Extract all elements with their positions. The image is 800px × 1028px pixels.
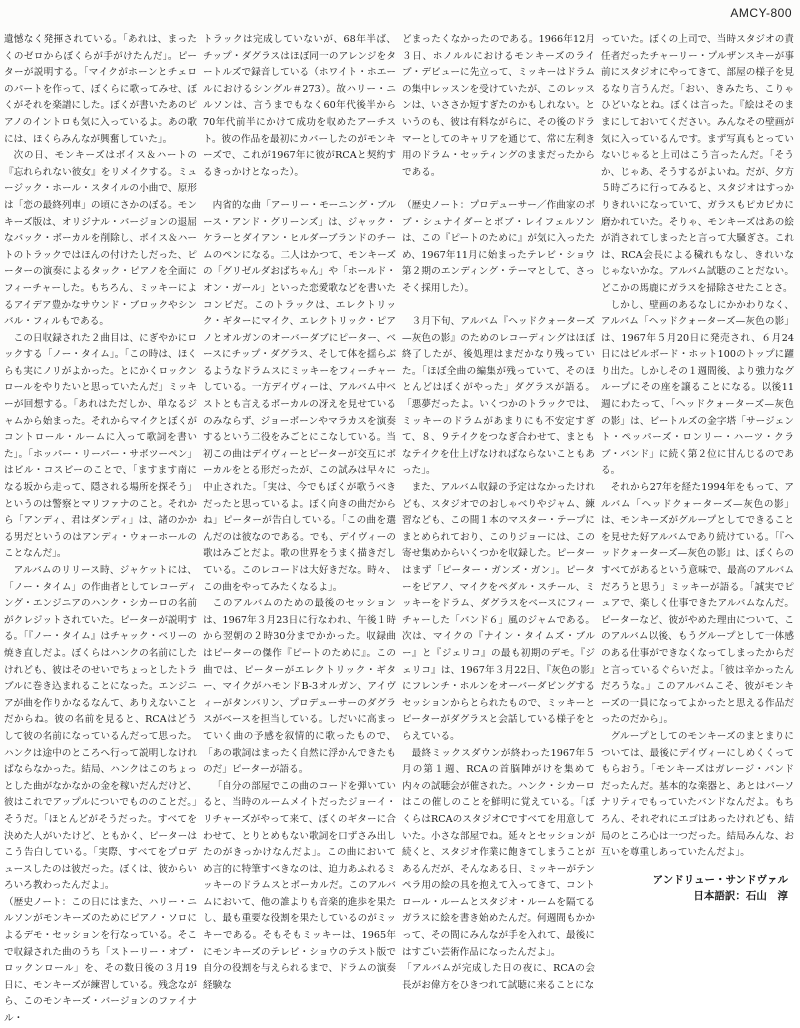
paragraph: ３月下旬、アルバム『ヘッドクォーターズ—灰色の影』のためのレコーディングはほぼ終了したが、後処理はまだかなり残っていた。「ほぼ全曲の編集が残っていて、そのほとんどはぼくがやった」ダグラスが語る。「悪夢だったよ。いくつかのトラックでは、ミッキーのドラムがあまりにも不安定すぎて、８、９テイクをつなぎ合わせて、まともなテイクを仕上げなければならないこともあった」。 [402,316,595,477]
paragraph: また、アルバム収録の予定はなかったけれども、スタジオでのおしゃべりやジャム、練習なども、この間１本のマスター・テープにまとめられており、このりジョーには、この寄せ集めからいくつかを収録した。ピーターはまず「ピーター・ガンズ・ガン」。ピーターをピアノ、マイクをペダル・スチール、ミッキーをドラム、ダグラスをベースにフィーチャーした「バンド６」風のジャムである。次は、マイクの『ナイン・タイムズ・ブルー』と『ジェリコ』の最も初期のデモ。『ジェリコ』は、1967年３月22日、『灰色の影』にフレンチ・ホルンをオーバーダビングするセッションからとられたもので、ミッキーとピーターがダグラスと会話している様子をとらえている。 [402,482,595,742]
text-columns [4,32,794,1025]
paragraph: 最終ミックスダウンが終わった1967年５月の第１週、RCAの首脳陣がけを集めて内々の試聴会が催された。ハンク・シカーロはこの催しのことを鮮明に覚えている。「ぼくらはRCAのスタジオCですべてを用意していた。小さな部屋でね。延々とセッションが続くと、スタジオ作業に飽きてしまうことがあるんだが、そんなある日、ミッキーがテンペラ用の絵の具を抱えて入ってきて、コントロール・ルームとスタジオ・ルームを隔てるガラスに絵を書き始めたんだ。何週間もかかって、その間にみんなが手を入れて、最後にはすごい芸術作品になったんだよ」。 [402,747,595,958]
paragraph: 次の日、モンキーズはボイス＆ハートの『忘れられない彼女』をリメイクする。ミュージック・ホール・スタイルの小曲で、原形は「恋の最終列車」の頃にさかのぼる。モンキーズ版は、オリジナル・バージョンの退屈なバック・ボーカルを削除し、ボイス＆ハートのトラックではほんの付けたしだった、ピーターの演奏によるタック・ピアノを全面にフィーチャーした。もちろん、ミッキーによるアイデア豊かなサウンド・ブロックやシンバル・フィルもである。 [4,150,197,328]
credits-signature [601,872,794,904]
paragraph: （歴史ノート：プロデューサー／作曲家のボブ・シュナイダーとボブ・レイフェルソンは、この『ピートのために』が気に入ったため、1967年11月に始まったテレビ・ショウ第２期のエンディング・テーマとして、さっそく採用した）。 [402,199,595,294]
paragraph: この日収録された２曲目は、にぎやかにロックする「ノー・タイム」。「この時は、ほくらも実にノリがよかった。とにかくロックンロールをやりたいと思っていたんだ」ミッキーが回想する。「あれはただしか、単なるジャムから始まった。それからマイクとぼくがコントロール・ルームに入って歌詞を書いた」。「ホッパー・リーパー・サボツーペン」はビル・コスビーのことで、「ますます南になる坂から走って、隠される場所を探そう」というのは警察とマリファナのこと。それから「アンディ、君はダンディ」は、諸のかかる男だというのはアンディ・ウォーホールのことなんだ」。 [4,332,197,560]
paragraph [203,181,396,198]
paragraph: 「アルバムが完成した日の夜に、RCAの会長がお偉方をひきつれて試聴に来ることにな [402,963,595,991]
paragraph: それから27年を経た1994年をもって、アルバム「ヘッドクォーターズ—灰色の影」は、モンキーズがグループとしてできることを見せた好アルバムであり続けている。「『ヘッドクォーターズ—灰色の影』は、ぼくらのすべてがあるという意味で、最高のアルバムだろうと思う」ミッキーが語る。「誠実でピュアで、楽しく仕事できたアルバムなんだ。ピーターなど、彼がやめた理由について、このアルバム以後、もうグループとして一体感のある仕事ができなくなってしまったからだと言っているぐらいだよ。「彼は辛かったんだろうな。」このアルバムこそ、彼がモンキーズの一員になってよかったと思える作品だったのだから」。 [601,482,794,726]
paragraph: どまったくなかったのである。1966年12月３日、ホノルルにおけるモンキーズのライブ・デビューに先立って、ミッキーはドラムの集中レッスンを受けていたが、このレッスンは、いささか短すぎたのかもしれない。というのも、彼は有料ながらに、その後のドラマーとしてのキャリアを通じて、常に左利き用のドラム・セッティングのままだったからである。 [402,34,595,178]
column-4 [601,32,794,902]
paragraph: っていた。ぼくの上司で、当時スタジオの責任者だったチャーリー・プルザンスキーが事前にスタジオにやってきて、部屋の様子を見るなり言うんだ。「おい、きみたち、こりゃひどいなとね。ぼくは言った。『絵はそのままにしておいてください。みんなその壁画が気に入っているんです。まず写真もとっていないじゃると上司はこう言ったんだ。「そうか、じゃあ、そうするがよいね。だが、夕方５時ごろに行ってみると、スタジオはすっかりきれいになっていて、ガラスもピカピカに磨かれていた。そりゃ、モンキーズはあの絵が消されてしまったと言って大騒ぎさ。これは、RCA会長による穢れもなし、きれいなじゃないかな。アルバム試聴のことだない。どこかの馬鹿にガラスを掃除させたことさ。 [601,34,794,294]
paragraph: トラックは完成していないが、68年半ば、チップ・ダグラスはほぼ同一のアレンジをタートルズで録音している（ホワイト・ホエールにおけるシングル＃273）。故ハリー・ニルソンは、言うまでもなく60年代後半から70年代前半にかけて成功を収めたアーチスト。彼の作品を最初にカバーしたのがモンキーズで、これが1967年に彼がRCAと契約するきっかけとなった）。 [203,34,396,178]
paragraph: アルバムのリリース時、ジャケットには、「ノー・タイム」の作曲者としてレコーディング・エンジニアのハンク・シカーロの名前がクレジットされていた。ピーターが説明する。「『ノー・タイム』はチャック・ベリーの焼き直しだよ。ぼくらはハンクの名前にしたけれども、彼はそのせいでちょっとしたトラブルに巻き込まれることになった。エンジニアが曲を作りかなるなんて、ありえないことだからね。彼の名前を見ると、RCAはどうして彼の名前になっているんだって思った。ハンクは途中のところへ行って説明しなければならなかった。結局、ハンクはこのちょっとした曲がなかなかの金を稼いだんだけど、彼はこれでアップルについでもののことだ。」そうだ。「ほとんどがそうだった。すべてを決めた人がいたけど、ともかく、ピーターはこう告白している。「実際、すべてをプロデュースしたのは彼だった。ぼくは、彼からいろいろ教わったんだよ」。 [4,565,197,892]
paragraph: 遺憾なく発揮されている。「あれは、まったくのゼロからぼくらが手がけたんだ」。ピーターが説明する。「マイクがホーンとチェロのパートを作って、ぼくらに歌ってみせ、ぼくがそれを楽譜にした。ぼくが書いたあのピアノのイントロも気に入っているよ。あの歌には、ほくらみんなが興奮していた」。 [4,34,197,145]
paragraph: グループとしてのモンキーズのまとまりについては、最後にデイヴィーにしめくくってもらおう。「モンキーズはガレージ・バンドだったんだ。基本的な楽器と、あとはパーソナリティでもっていたバンドなんだよ。もちろん、それぞれにエゴはあったけれども、結局のところ心は一つだった。結局みんな、お互いを尊重しあっていたんだよ」。 [601,730,794,859]
paragraph: 「自分の部屋でこの曲のコードを弾いていると、当時のルームメイトだったジョーイ・リチャーズがやって来て、ぼくのギターに合わせて、とりとめもない歌詞を口ずさみ出したのがきっかけなんだよ」。この曲においてめ言的に特筆すべきなのは、迫力あふれるミッキーのドラムスとボーカルだ。このアルバムにおいて、他の誰よりも音楽的進歩を果たし、最も重要な役割を果たしているのがミッキーである。そもそもミッキーは、1965年にモンキーズのテレビ・ショウのテスト版で自分の役割を与えられるまで、ドラムの演奏経験な [203,780,396,991]
author-name: アンドリュー・サンドヴァル [652,873,788,886]
column-2 [203,32,396,991]
paragraph [402,181,595,198]
translator-credit: 日本語訳：石山 淳 [693,889,788,902]
paragraph [402,298,595,315]
paragraph: 内省的な曲「アーリー・モーニング・ブルース・アンド・グリーンズ」は、ジャック・ケラーとダイアン・ヒルダーブランドのチームのペンになる。二人はかつて、モンキーズの「グリゼルダおばちゃん」や「ホールド・オン・ガール」といった恋愛歌などを書いたコンビだ。このトラックは、エレクトリック・ギターにマイク、エレクトリック・ピアノとオルガンのオーバーダブにピーター、ベースにチップ・ダグラス、そして体を揺らぶるようなドラムスにミッキーをフィーチャーしている。一方デイヴィーは、アルバム中ベストとも言えるボーカルの冴えを見せているのみならず、ジョーボーンやマラカスを演奏するという二役をみごとにこなしている。当初この曲はデイヴィーとピーターが交互にボーカルをとる形だったが、この試みは早々に中止された。「実は、今でもぼくが歌うべきだったと思っているよ。ぼく向きの曲だからね」ピーターが告白している。「この曲を選んだのは彼なのである。でも、デイヴィーの歌はみごとだよ。歌の世界をうまく描きだしている。このレコードは大好きだな。時々、この曲をやってみたくなるよ」。 [203,199,396,593]
column-1 [4,32,197,1025]
column-3 [402,32,595,991]
catalog-number: AMCY-800 [730,6,792,20]
paragraph: しかし、壁画のあるなしにかかわりなく、アルバム「ヘッドクォーターズ—灰色の影」は、1967年５月20日に発売され、６月24日にはビルボード・ホット100のトップに躍り出た。しかしその１週間後、より強力なグループにその座を譲ることになる。以後11週にわたって、「ヘッドクォーターズ—灰色の影」は、ビートルズの金字塔「サージェント・ペッパーズ・ロンリー・ハーツ・クラブ・バンド」に続く第２位に甘んじるのである。 [601,299,794,477]
paragraph: このアルバムのための最後のセッションは、1967年３月23日に行なわれ、午後１時から翌朝の２時30分までかかった。収録曲はピーターの傑作『ピートのために』。この曲では、ピーターがエレクトリック・ギター、マイクがハモンドB-3オルガン、アイヴィーがタンバリン、プロデューサーのダグラスがベースを担当している。しだいに高まっていく曲の予感を叙情的に歌ったもので、「あの歌詞はまったく自然に浮かんできたものだ」ピーターが語る。 [203,598,396,776]
column-4-body [601,32,794,862]
paragraph: （歴史ノート：この日にはまた、ハリー・ニルソンがモンキーズのためにピアノ・ソロによるデモ・セッションを行なっている。そこで収録された曲のうち「ストーリー・オブ・ロックンロール」を、その数日後の３月19日に、モンキーズが練習している。残念ながら、このモンキーズ・バージョンのファイナル・ [4,896,197,1025]
